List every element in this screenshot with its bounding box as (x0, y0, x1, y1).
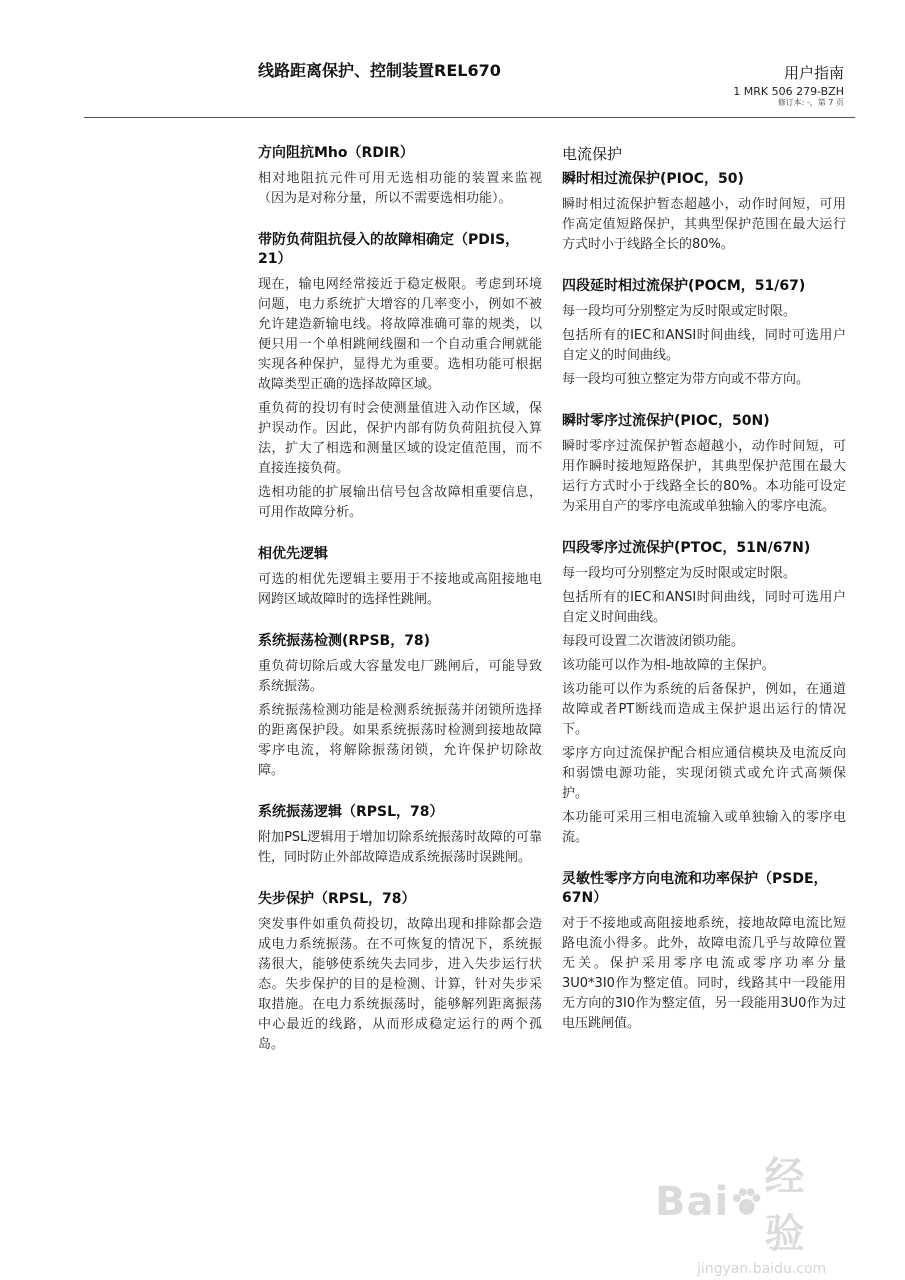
section-pioc-50n (562, 412, 846, 517)
paw-icon (730, 1185, 763, 1219)
baidu-watermark (655, 1145, 845, 1277)
paragraph: 重负荷切除后或大容量发电厂跳闸后，可能导致系统振荡。 (258, 659, 542, 694)
user-guide-label: 用户指南 (783, 64, 844, 82)
section-title: 瞬时相过流保护(PIOC，50) (562, 171, 744, 187)
right-column (562, 144, 846, 1056)
section-pdis (258, 231, 542, 523)
section-title: 带防负荷阻抗侵入的故障相确定（PDIS，21） (258, 232, 520, 267)
paragraph: 该功能可以作为相-地故障的主保护。 (562, 658, 775, 673)
paragraph: 现在，输电网经常接近于稳定极限。考虑到环境问题，电力系统扩大增容的几率变小，例如不被允许建造新输电线。将故障准确可靠的规类，以便只用一个单相跳闸线圈和一个自动重合闸就能实现各种保护，显得尤为重要。选相功能可根据故障类型正确的选择故障区域。 (258, 277, 542, 392)
section-rdir (258, 144, 542, 209)
document-number: 1 MRK 506 279-BZH (733, 85, 844, 98)
section-out-of-step (258, 890, 542, 1055)
paragraph: 瞬时零序过流保护暂态超越小，动作时间短，可用作瞬时接地短路保护，其典型保护范围在最大运行方式时小于线路全长的80%。本功能可设定为采用自产的零序电流或单独输入的零序电流。 (562, 439, 846, 514)
section-ptoc (562, 539, 846, 848)
paragraph: 重负荷的投切有时会使测量值进入动作区域，保护误动作。因此，保护内部有防负荷阻抗侵入算法，扩大了相选和测量区域的设定值范围，而不直接连接负荷。 (258, 401, 542, 476)
paragraph: 附加PSL逻辑用于增加切除系统振荡时故障的可靠性，同时防止外部故障造成系统振荡时误跳闸。 (258, 830, 542, 865)
left-column (258, 144, 542, 1077)
watermark-logo-left: Bai (655, 1179, 730, 1225)
paragraph: 每段可设置二次谐波闭锁功能。 (562, 634, 745, 649)
section-title: 失步保护（RPSL，78） (258, 891, 416, 907)
header-right (733, 62, 844, 108)
paragraph: 每一段均可独立整定为带方向或不带方向。 (562, 372, 810, 387)
header-title: 线路距离保护、控制装置REL670 (258, 61, 501, 80)
section-rpsb (258, 632, 542, 781)
section-pocm (562, 277, 846, 390)
paragraph: 可选的相优先逻辑主要用于不接地或高阻接地电网跨区域故障时的选择性跳闸。 (258, 572, 542, 607)
paragraph: 包括所有的IEC和ANSI时间曲线，同时可选用户自定义时间曲线。 (562, 590, 846, 625)
paragraph: 每一段均可分别整定为反时限或定时限。 (562, 566, 797, 581)
paragraph: 对于不接地或高阻接地系统，接地故障电流比短路电流小得多。此外，故障电流几乎与故障位置无关。保护采用零序电流或零序功率分量3U0*3I0作为整定值。同时，线路其中一段能用无方向的3I0作为整定值，另一段能用3U0作为过电压跳闸值。 (562, 916, 846, 1031)
section-title: 灵敏性零序方向电流和功率保护（PSDE，67N） (562, 871, 828, 906)
paragraph: 系统振荡检测功能是检测系统振荡并闭锁所选择的距离保护段。如果系统振荡时检测到接地故障零序电流，将解除振荡闭锁，允许保护切除故障。 (258, 703, 542, 778)
watermark-logo-right: 经验 (764, 1154, 806, 1257)
header-rule (84, 117, 855, 118)
section-title: 瞬时零序过流保护(PIOC，50N) (562, 413, 770, 429)
section-title: 四段延时相过流保护(POCM，51/67) (562, 278, 806, 294)
revision-page: 修订本: -，第 7 页 (777, 98, 844, 107)
watermark-logo (655, 1145, 845, 1259)
section-title: 系统振荡检测(RPSB，78) (258, 633, 431, 649)
paragraph: 突发事件如重负荷投切，故障出现和排除都会造成电力系统振荡。在不可恢复的情况下，系统振荡很大，能够使系统失去同步，进入失步运行状态。失步保护的目的是检测、计算，针对失步采取措施。在电力系统振荡时，能够解列距离振荡中心最近的线路，从而形成稳定运行的两个孤岛。 (258, 917, 542, 1052)
paragraph: 本功能可采用三相电流输入或单独输入的零序电流。 (562, 810, 846, 845)
section-phase-priority (258, 545, 542, 610)
section-title: 相优先逻辑 (258, 546, 328, 562)
paragraph: 选相功能的扩展输出信号包含故障相重要信息，可用作故障分析。 (258, 485, 542, 520)
section-title: 方向阻抗Mho（RDIR） (258, 145, 414, 161)
group-title: 电流保护 (562, 145, 623, 163)
paragraph: 每一段均可分别整定为反时限或定时限。 (562, 304, 797, 319)
section-psde (562, 870, 846, 1034)
paragraph: 相对地阻抗元件可用无选相功能的装置来监视（因为是对称分量，所以不需要选相功能）。 (258, 171, 542, 206)
paragraph: 包括所有的IEC和ANSI时间曲线，同时可选用户自定义的时间曲线。 (562, 328, 846, 363)
section-title: 系统振荡逻辑（RPSL，78） (258, 804, 444, 820)
paragraph: 瞬时相过流保护暂态超越小，动作时间短，可用作高定值短路保护，其典型保护范围在最大运行方式时小于线路全长的80%。 (562, 197, 846, 252)
watermark-url: jingyan.baidu.com (697, 1261, 827, 1277)
section-rpsl-logic (258, 803, 542, 868)
section-pioc-50 (562, 170, 846, 255)
paragraph: 该功能可以作为系统的后备保护，例如，在通道故障或者PT断线而造成主保护退出运行的情况下。 (562, 682, 846, 737)
section-title: 四段零序过流保护(PTOC，51N/67N) (562, 540, 811, 556)
paragraph: 零序方向过流保护配合相应通信模块及电流反向和弱馈电源功能，实现闭锁式或允许式高频保护。 (562, 746, 846, 801)
